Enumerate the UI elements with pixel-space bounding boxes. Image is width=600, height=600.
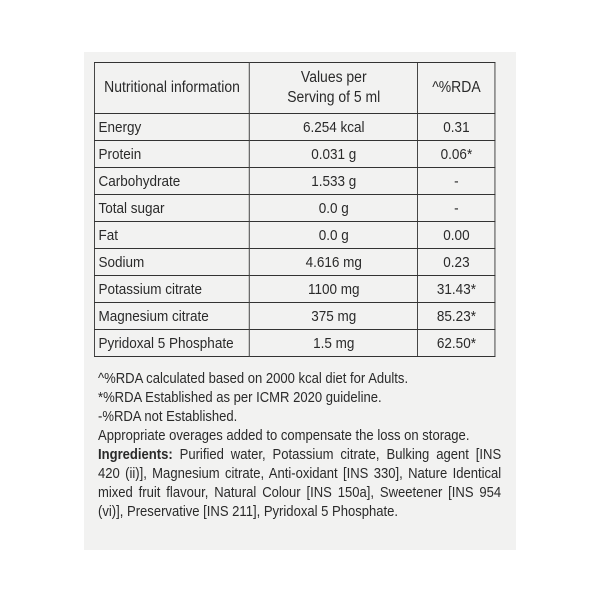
nutrient-rda: 0.31 [418,114,495,141]
nutrition-table [94,62,495,357]
nutrient-name: Potassium citrate [94,276,249,303]
nutrient-rda: 62.50* [418,330,495,357]
header-nutritional-information: Nutritional information [94,63,249,114]
note: *%RDA Established as per ICMR 2020 guideline. [98,390,382,406]
table-row [94,114,495,141]
nutrient-value: 1.5 mg [250,330,418,357]
nutrient-value: 375 mg [250,303,418,330]
nutrient-value: 6.254 kcal [250,114,418,141]
ingredients-label: Ingredients: [98,447,173,463]
nutrient-rda: 0.00 [418,222,495,249]
nutrient-value: 1100 mg [250,276,418,303]
nutrient-rda: 0.06* [418,141,495,168]
nutrient-value: 1.533 g [250,168,418,195]
table-row [94,276,495,303]
table-row [94,222,495,249]
nutrient-name: Sodium [94,249,249,276]
nutrient-value: 0.031 g [250,141,418,168]
nutrient-rda: 0.23 [418,249,495,276]
header-rda: ^%RDA [418,63,495,114]
table-header-row [94,63,495,114]
table-row [94,195,495,222]
ingredients-text: Purified water, Potassium citrate, Bulking agent [INS 420 (ii)], Magnesium citrate, Anti-oxidant [INS 330], Nature Identical mixed fruit flavour, Natural Colour [INS 150a], Sweetener [INS 954 (vi)], Preservative [INS 211], Pyridoxal 5 Phosphate. [98,447,502,520]
ingredients [98,446,501,522]
header-line: Serving of 5 ml [287,89,381,106]
nutrient-name: Fat [94,222,249,249]
nutrient-name: Magnesium citrate [94,303,249,330]
nutrient-rda: - [418,168,495,195]
note: ^%RDA calculated based on 2000 kcal diet for Adults. [98,371,409,387]
note: -%RDA not Established. [98,409,238,425]
nutrient-rda: - [418,195,495,222]
table-row [94,249,495,276]
note: Appropriate overages added to compensate the loss on storage. [98,428,470,444]
header-line: Values per [300,69,367,86]
nutrient-rda: 85.23* [418,303,495,330]
footnotes [98,370,501,522]
nutrient-rda: 31.43* [418,276,495,303]
header-values-per-serving [250,63,418,114]
table-row [94,303,495,330]
nutrient-name: Protein [94,141,249,168]
nutrient-name: Total sugar [94,195,249,222]
nutrient-name: Carbohydrate [94,168,249,195]
table-row [94,330,495,357]
nutrient-name: Pyridoxal 5 Phosphate [94,330,249,357]
nutrient-name: Energy [94,114,249,141]
table-row [94,168,495,195]
nutrient-value: 0.0 g [250,195,418,222]
nutrient-value: 4.616 mg [250,249,418,276]
nutrient-value: 0.0 g [250,222,418,249]
table-row [94,141,495,168]
